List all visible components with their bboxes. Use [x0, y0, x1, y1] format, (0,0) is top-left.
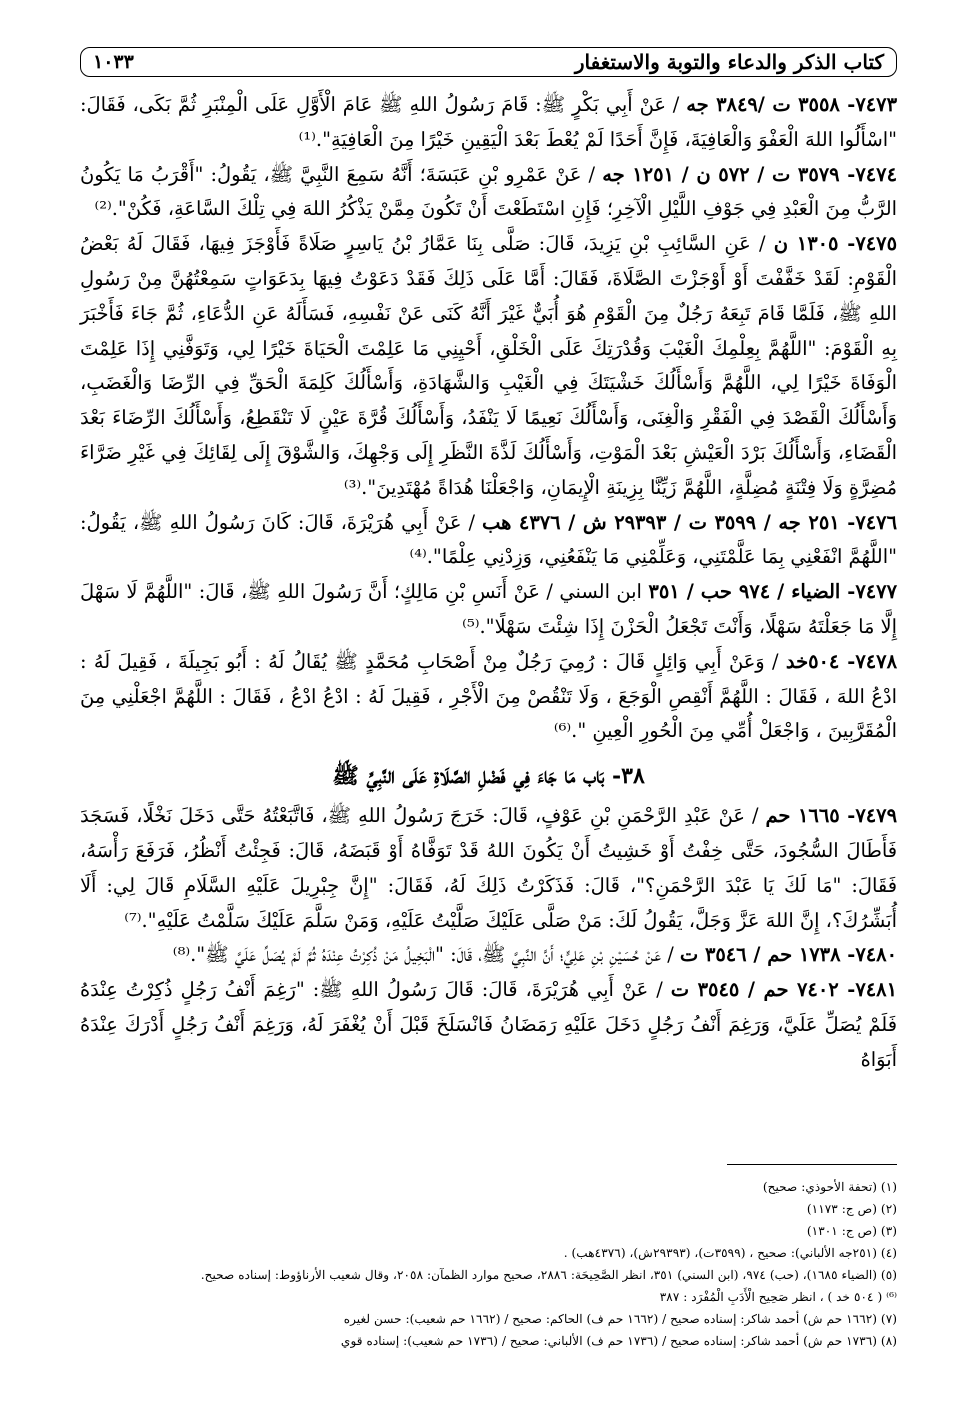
hadith-entry	[80, 227, 897, 505]
chapter-title: ٣٨- بَاب مَا جَاءَ فِي فَضْلِ الصَّلَاةِ عَلَى النَّبِيِّ ﷺ	[332, 763, 645, 790]
page-number: ١٠٣٣	[93, 51, 134, 73]
hadith-text: / عَنْ عَبْدِ الرَّحْمَنِ بْنِ عَوْفٍ، قَالَ: خَرَجَ رَسُولُ اللهِ ﷺ، فَاتَّبَعْتُهُ حَتَّى دَخَلَ نَخْلًا، فَسَجَدَ فَأَطَالَ السُّجُودَ، حَتَّى خِفْتُ أَوْ خَشِيتُ أَنْ يَكُونَ اللهُ قَدْ تَوَفَّاهُ أَوْ قَبَضَهُ، قَالَ: فَجِئْتُ أَنْظُرُ، فَرَفَعَ رَأْسَهُ، فَقَالَ: "مَا لَكَ يَا عَبْدَ الرَّحْمَنِ؟"، قَالَ: فَذَكَرْتُ ذَلِكَ لَهُ، فَقَالَ: "إِنَّ جِبْرِيلَ عَلَيْهِ السَّلَامِ قَالَ لِي: أَلَا أُبَشِّرُكَ؟، إِنَّ اللهَ عَزَّ وَجَلَّ، يَقُولُ لَكَ: مَنْ صَلَّى عَلَيْكَ صَلَّيْتُ عَلَيْهِ، وَمَنْ سَلَّمَ عَلَيْكَ سَلَّمْتُ عَلَيْهِ".⁽⁷⁾	[80, 804, 897, 932]
hadith-reference: ٧٤٧٣- ٣٥٥٨ ت /٣٨٤٩ جه	[686, 93, 897, 116]
footnote: (٣) (ص ج: ١٣٠١)	[806, 1224, 897, 1238]
hadith-entry	[80, 938, 897, 973]
hadith-reference: ٧٤٨١- ٧٤٠٢ حم / ٣٥٤٥ ت	[670, 978, 897, 1002]
footnote: (٤) (٢٥١جه الألباني): صحيح ، (٣٥٩٩ت)، (٢٩٣٩٣ش)، (٤٣٧٦هب) .	[563, 1246, 897, 1260]
footnote-separator	[727, 1164, 897, 1165]
hadith-reference: ٧٤٧٦- ٢٥١ جه / ٣٥٩٩ ت / ٢٩٣٩٣ ش / ٤٣٧٦ هب	[482, 510, 898, 534]
hadith-reference: ٧٤٧٤- ٣٥٧٩ ت / ٥٧٢ ن / ١٢٥١ جه	[602, 162, 897, 186]
footnote: (٥) (الضياء ١٦٨٥)، (حب) ٩٧٤، (ابن السني) ٣٥١، انظر الصَّحِيحَة: ٢٨٨٦، صحيح موارد الظمآن: ٢٠٥٨، وقال شعيب الأرناؤوط: إسناده صحيح.	[200, 1268, 897, 1282]
hadith-text: / عَنْ حُسَيْنِ بْنِ عَلِيٍّ؛ أَنَّ النَّبِيَّ ﷺ، قَالَ: "الْبَخِيلُ مَنْ ذُكِرْتُ عِنْدَهُ ثُمَّ لَمْ يُصَلِّ عَلَيَّ ﷺ".⁽⁸⁾	[172, 943, 680, 967]
footnote: ⁽⁶⁾ ( ٥٠٤ خد ) ، انظر صَحِيح الْأَدَبِ الْمُفْرَد : ٣٨٧	[659, 1290, 897, 1304]
hadith-reference: ٧٤٧٥- ١٣٠٥ ن	[773, 232, 897, 256]
hadith-reference: ٧٤٧٨- ٥٠٤خد	[785, 649, 897, 673]
hadith-text: / عَنْ أَبِي هُرَيْرَةَ، قَالَ: قَالَ رَسُولُ اللهِ ﷺ: "رَغِمَ أَنْفُ رَجُلٍ ذُكِرْتُ عِنْدَهُ فَلَمْ يُصَلِّ عَلَيَّ، وَرَغِمَ أَنْفُ رَجُلٍ دَخَلَ عَلَيْهِ رَمَضَانُ فَانْسَلَخَ قَبْلَ أَنْ يُغْفَرَ لَهُ، وَرَغِمَ أَنْفُ رَجُلٍ أَدْرَكَ عِنْدَهُ أَبَوَاهُ	[80, 978, 897, 1071]
footnote: (٢) (ص ج: ١١٧٣)	[806, 1202, 897, 1216]
footnote: (٨) (١٧٣٦ حم ش) أحمد شاكر: إسناده صحيح / (١٧٣٦ حم ف) الألباني: صحيح / (١٧٣٦ حم شعيب): إسناده قوي	[340, 1334, 897, 1348]
hadith-text: / عَنِ السَّائِبِ بْنِ يَزِيدَ، قَالَ: صَلَّى بِنَا عَمَّارُ بْنُ يَاسِرٍ صَلَاةً فَأَوْجَزَ فِيهَا، فَقَالَ لَهُ بَعْضُ الْقَوْمِ: لَقَدْ خَفَّفْتَ أَوْ أَوْجَزْتَ الصَّلَاةَ، فَقَالَ: أَمَّا عَلَى ذَلِكَ فَقَدْ دَعَوْتُ فِيهَا بِدَعَوَاتٍ سَمِعْتُهُنَّ مِنْ رَسُولِ اللهِ ﷺ، فَلَمَّا قَامَ تَبِعَهُ رَجُلٌ مِنَ الْقَوْمِ هُوَ أُبَيٌّ غَيْرَ أَنَّهُ كَنَى عَنْ نَفْسِهِ، فَسَأَلَهُ عَنِ الدُّعَاءِ، ثُمَّ جَاءَ فَأَخْبَرَ بِهِ الْقَوْمَ: "اللَّهُمَّ بِعِلْمِكَ الْغَيْبَ وَقُدْرَتِكَ عَلَى الْخَلْقِ، أَحْيِنِي مَا عَلِمْتَ الْحَيَاةَ خَيْرًا لِي، وَتَوَفَّنِي إِذَا عَلِمْتَ الْوَفَاةَ خَيْرًا لِي، اللَّهُمَّ وَأَسْأَلُكَ خَشْيَتَكَ فِي الْغَيْبِ وَالشَّهَادَةِ، وَأَسْأَلُكَ كَلِمَةَ الْحَقِّ فِي الرِّضَا وَالْغَضَبِ، وَأَسْأَلُكَ الْقَصْدَ فِي الْفَقْرِ وَالْغِنَى، وَأَسْأَلُكَ نَعِيمًا لَا يَنْفَدُ، وَأَسْأَلُكَ قُرَّةَ عَيْنٍ لَا تَنْقَطِعُ، وَأَسْأَلُكَ الرِّضَاءَ بَعْدَ الْقَضَاءِ، وَأَسْأَلُكَ بَرْدَ الْعَيْشِ بَعْدَ الْمَوْتِ، وَأَسْأَلُكَ لَذَّةَ النَّظَرِ إِلَى وَجْهِكَ، وَالشَّوْقَ إِلَى لِقَائِكَ فِي غَيْرِ ضَرَّاءَ مُضِرَّةٍ وَلَا فِتْنَةٍ مُضِلَّةٍ، اللَّهُمَّ زَيِّنَّا بِزِينَةِ الْإِيمَانِ، وَاجْعَلْنَا هُدَاةً مُهْتَدِينَ".⁽³⁾	[80, 232, 897, 499]
hadith-text: / عَنْ عَمْرِو بْنِ عَبَسَةَ؛ أَنَّهُ سَمِعَ النَّبِيَّ ﷺ، يَقُولُ: "أَقْرَبُ مَا يَكُونُ الرَّبُّ مِنَ الْعَبْدِ فِي جَوْفِ اللَّيْلِ الْآخِرِ؛ فَإِنِ اسْتَطَعْتَ أَنْ تَكُونَ مِمَّنْ يَذْكُرُ اللهَ فِي تِلْكَ السَّاعَةِ، فَكُنْ".⁽²⁾	[80, 162, 897, 221]
hadith-entry	[80, 799, 897, 938]
hadith-entry	[80, 645, 897, 749]
hadith-entry	[80, 158, 897, 228]
hadith-text: ابن السني / عَنْ أَنَسِ بْنِ مَالِكٍ؛ أَنَّ رَسُولَ اللهِ ﷺ، قَالَ: "اللَّهُمَّ لَا سَهْلَ إِلَّا مَا جَعَلْتَهُ سَهْلًا، وَأَنْتَ تَجْعَلُ الْحَزْنَ إِذَا شِئْتَ سَهْلًا".⁽⁵⁾	[80, 580, 897, 638]
footnotes	[80, 1176, 897, 1352]
hadith-reference: ٧٤٧٧- الضياء / ٩٧٤ حب / ٣٥١	[648, 580, 897, 604]
hadith-entry	[80, 973, 897, 1077]
hadith-text: / وَعَنْ أَبِي وَائِلٍ قَالَ : رُمِيَ رَجُلٌ مِنْ أَصْحَابِ مُحَمَّدٍ ﷺ يُقَالُ لَهُ : أَبُو بَجِيلَةَ ، فَقِيلَ لَهُ : ادْعُ اللهَ ، فَقَالَ : اللَّهُمَّ أَنْقِصِ الْوَجَعَ ، وَلَا تَنْقُصْ مِنَ الْأَجْرِ ، فَقِيلَ لَهُ : ادْعُ ادْعُ ، فَقَالَ : اللَّهُمَّ اجْعَلْنِي مِنَ الْمُقَرَّبِينَ ، وَاجْعَلْ أُمِّي مِنَ الْحُورِ الْعِينِ ".⁽⁶⁾	[80, 649, 897, 743]
hadith-reference: ٧٤٧٩- ١٦٦٥ حم	[765, 804, 897, 828]
hadith-entry	[80, 575, 897, 645]
hadith-text: / عَنْ أَبِي بَكْرٍ ﷺ: قَامَ رَسُولُ اللهِ ﷺ عَامَ الْأَوَّلِ عَلَى الْمِنْبَرِ ثُمَّ بَكَى، فَقَالَ: "اسْأَلُوا اللهَ الْعَفْوَ وَالْعَافِيَةَ، فَإِنَّ أَحَدًا لَمْ يُعْطَ بَعْدَ الْيَقِينِ خَيْرًا مِنَ الْعَافِيَةِ".⁽¹⁾	[80, 93, 897, 151]
main-text	[80, 88, 897, 1078]
hadith-entry	[80, 88, 897, 158]
hadith-reference: ٧٤٨٠- ١٧٣٨ حم / ٣٥٤٦ ت	[679, 943, 897, 967]
page-header	[80, 47, 897, 77]
footnote: (٧) (١٦٦٢ حم ش) أحمد شاكر: إسناده صحيح / (١٦٦٢ حم ف) الحاكم: صحيح / (١٦٦٢ حم شعيب): حسن لغيره	[343, 1312, 897, 1326]
hadith-text: / عَنْ أَبِي هُرَيْرَةَ، قَالَ: كَانَ رَسُولُ اللهِ ﷺ، يَقُولُ: "اللَّهُمَّ انْفَعْنِي بِمَا عَلَّمْتَنِي، وَعَلِّمْنِي مَا يَنْفَعُنِي، وَزِدْنِي عِلْمًا".⁽⁴⁾	[80, 510, 897, 569]
hadith-entry	[80, 506, 897, 576]
footnote: (١) (تحفة الأحوذي: صحيح)	[762, 1180, 897, 1194]
book-title: كتاب الذكر والدعاء والتوبة والاستغفار	[574, 50, 884, 74]
